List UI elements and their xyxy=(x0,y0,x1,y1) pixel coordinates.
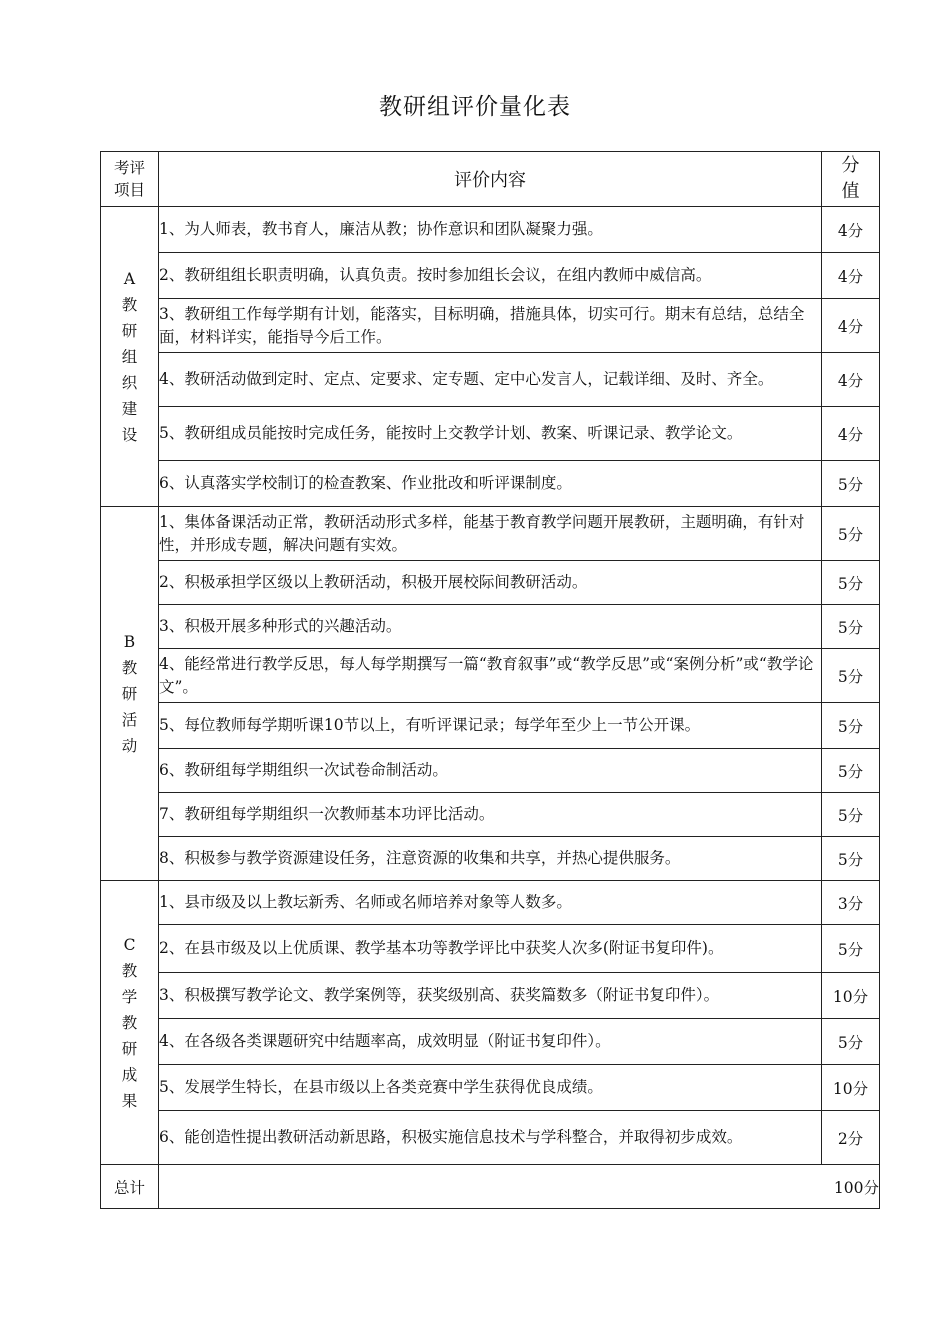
criterion-score: 5分 xyxy=(822,507,880,561)
criterion-score: 4分 xyxy=(822,407,880,461)
criterion-score: 5分 xyxy=(822,793,880,837)
table-row xyxy=(101,925,880,973)
table-row xyxy=(101,407,880,461)
criterion-score: 5分 xyxy=(822,561,880,605)
table-row xyxy=(101,299,880,353)
table-row xyxy=(101,561,880,605)
category-char: 活 xyxy=(121,710,138,729)
category-char: 研 xyxy=(121,684,138,703)
criterion-text: 2、积极承担学区级以上教研活动，积极开展校际间教研活动。 xyxy=(159,561,822,605)
category-char: C xyxy=(123,935,136,954)
total-label: 总计 xyxy=(101,1165,159,1209)
criterion-text: 3、教研组工作每学期有计划，能落实，目标明确，措施具体，切实可行。期末有总结，总结全面，材料详实，能指导今后工作。 xyxy=(159,299,822,353)
category-char: 建 xyxy=(121,399,138,418)
table-row xyxy=(101,253,880,299)
criterion-score: 2分 xyxy=(822,1111,880,1165)
criterion-text: 5、每位教师每学期听课10节以上，有听评课记录；每学年至少上一节公开课。 xyxy=(159,703,822,749)
header-score-line2: 值 xyxy=(841,181,860,202)
category-char: 组 xyxy=(121,347,138,366)
criterion-score: 5分 xyxy=(822,837,880,881)
table-row xyxy=(101,837,880,881)
criterion-text: 6、教研组每学期组织一次试卷命制活动。 xyxy=(159,749,822,793)
criterion-score: 5分 xyxy=(822,703,880,749)
evaluation-table xyxy=(100,151,880,1209)
category-char: 研 xyxy=(121,321,138,340)
criterion-score: 10分 xyxy=(822,1065,880,1111)
table-row xyxy=(101,703,880,749)
category-char: 教 xyxy=(121,961,138,980)
header-content: 评价内容 xyxy=(159,152,822,207)
criterion-text: 1、集体备课活动正常，教研活动形式多样，能基于教育教学问题开展教研，主题明确，有针对性，并形成专题，解决问题有实效。 xyxy=(159,507,822,561)
category-char: 成 xyxy=(121,1065,138,1084)
category-char: B xyxy=(123,632,136,651)
criterion-text: 6、认真落实学校制订的检查教案、作业批改和听评课制度。 xyxy=(159,461,822,507)
table-row xyxy=(101,461,880,507)
category-char: 织 xyxy=(121,373,138,392)
criterion-score: 5分 xyxy=(822,649,880,703)
category-char: 学 xyxy=(121,987,138,1006)
criterion-score: 10分 xyxy=(822,973,880,1019)
criterion-text: 6、能创造性提出教研活动新思路，积极实施信息技术与学科整合，并取得初步成效。 xyxy=(159,1111,822,1165)
criterion-text: 5、教研组成员能按时完成任务，能按时上交教学计划、教案、听课记录、教学论文。 xyxy=(159,407,822,461)
table-row xyxy=(101,1111,880,1165)
page-title: 教研组评价量化表 xyxy=(379,94,571,120)
criterion-text: 5、发展学生特长，在县市级以上各类竞赛中学生获得优良成绩。 xyxy=(159,1065,822,1111)
table-row xyxy=(101,1019,880,1065)
criterion-text: 1、县市级及以上教坛新秀、名师或名师培养对象等人数多。 xyxy=(159,881,822,925)
criterion-score: 4分 xyxy=(822,207,880,253)
criterion-score: 5分 xyxy=(822,605,880,649)
criterion-text: 2、教研组组长职责明确，认真负责。按时参加组长会议，在组内教师中威信高。 xyxy=(159,253,822,299)
criterion-text: 8、积极参与教学资源建设任务，注意资源的收集和共享，并热心提供服务。 xyxy=(159,837,822,881)
category-cell xyxy=(101,207,159,507)
criterion-score: 3分 xyxy=(822,881,880,925)
criterion-text: 3、积极开展多种形式的兴趣活动。 xyxy=(159,605,822,649)
table-row xyxy=(101,973,880,1019)
table-row xyxy=(101,749,880,793)
criterion-text: 7、教研组每学期组织一次教师基本功评比活动。 xyxy=(159,793,822,837)
category-char: 研 xyxy=(121,1039,138,1058)
category-char: 设 xyxy=(121,425,138,444)
category-char: 教 xyxy=(121,295,138,314)
criterion-text: 4、教研活动做到定时、定点、定要求、定专题、定中心发言人，记载详细、及时、齐全。 xyxy=(159,353,822,407)
table-row xyxy=(101,353,880,407)
table-row xyxy=(101,793,880,837)
header-category-line2: 项目 xyxy=(113,181,145,199)
category-char: 果 xyxy=(121,1091,138,1110)
category-char: 教 xyxy=(121,1013,138,1032)
criterion-text: 4、在各级各类课题研究中结题率高，成效明显（附证书复印件）。 xyxy=(159,1019,822,1065)
table-row xyxy=(101,207,880,253)
criterion-text: 3、积极撰写教学论文、教学案例等，获奖级别高、获奖篇数多（附证书复印件）。 xyxy=(159,973,822,1019)
criterion-score: 5分 xyxy=(822,749,880,793)
category-cell xyxy=(101,507,159,881)
criterion-text: 1、为人师表，教书育人，廉洁从教；协作意识和团队凝聚力强。 xyxy=(159,207,822,253)
table-header-row xyxy=(101,152,880,207)
criterion-score: 5分 xyxy=(822,1019,880,1065)
criterion-score: 5分 xyxy=(822,925,880,973)
category-char: 动 xyxy=(121,736,138,755)
header-category-line1: 考评 xyxy=(113,159,145,177)
table-row xyxy=(101,1065,880,1111)
header-score-line1: 分 xyxy=(841,155,860,176)
table-row xyxy=(101,649,880,703)
total-row xyxy=(101,1165,880,1209)
total-score: 100分 xyxy=(159,1165,880,1209)
criterion-score: 4分 xyxy=(822,353,880,407)
criterion-text: 2、在县市级及以上优质课、教学基本功等教学评比中获奖人次多(附证书复印件)。 xyxy=(159,925,822,973)
criterion-score: 5分 xyxy=(822,461,880,507)
criterion-score: 4分 xyxy=(822,253,880,299)
table-row xyxy=(101,605,880,649)
category-char: A xyxy=(123,269,136,288)
header-category xyxy=(101,152,159,207)
category-cell xyxy=(101,881,159,1165)
header-score xyxy=(822,152,880,207)
table-row xyxy=(101,881,880,925)
criterion-text: 4、能经常进行教学反思，每人每学期撰写一篇“教育叙事”或“教学反思”或“案例分析”或“教学论文”。 xyxy=(159,649,822,703)
category-char: 教 xyxy=(121,658,138,677)
criterion-score: 4分 xyxy=(822,299,880,353)
table-row xyxy=(101,507,880,561)
